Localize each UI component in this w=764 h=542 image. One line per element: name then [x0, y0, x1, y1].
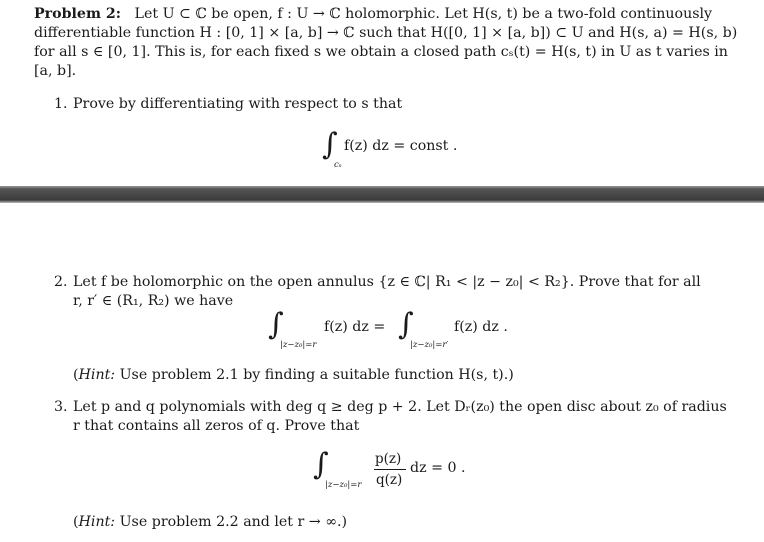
item-2-text-line-1: Let f be holomorphic on the open annulus {z ∈ ℂ| R₁ < |z − z₀| < R₂}. Prove that for all: [73, 274, 701, 290]
item-3-fraction-bar: [374, 469, 406, 470]
item-1-integral-sign: ∫: [322, 127, 338, 162]
item-2-integral-sign-1: ∫: [268, 307, 284, 342]
item-3-number: 3.: [54, 399, 68, 415]
item-2-hint-label: Hint:: [78, 367, 116, 383]
problem-heading: Problem 2:: [34, 6, 122, 22]
item-3-numerator: p(z): [375, 451, 402, 467]
item-1-number: 1.: [54, 96, 68, 112]
item-1-integral-subscript: cₛ: [334, 160, 342, 170]
item-3-integral-sign: ∫: [313, 447, 329, 482]
item-3-formula-tail: dz = 0 .: [410, 460, 466, 476]
item-3-integral-subscript: |z−z₀|=r: [325, 480, 362, 490]
item-1-formula-body: f(z) dz = const .: [344, 138, 458, 154]
problem-intro: [34, 5, 738, 81]
item-2-hint-text: Use problem 2.1 by finding a suitable function H(s, t).): [115, 367, 514, 383]
item-3-hint-text: Use problem 2.2 and let r → ∞.): [115, 514, 348, 530]
item-3-hint: [73, 513, 347, 532]
intro-line-1-text: Let U ⊂ ℂ be open, f : U → ℂ holomorphic. Let H(s, t) be a two-fold continuously: [134, 6, 713, 22]
page-separator: [0, 186, 764, 203]
item-2-hint: [73, 366, 514, 385]
item-2-hint-open: (: [73, 367, 79, 383]
item-1-text: Prove by differentiating with respect to s that: [73, 96, 403, 112]
item-2-integral-sign-2: ∫: [398, 307, 414, 342]
intro-line-2: differentiable function H : [0, 1] × [a, b] → ℂ such that H([0, 1] × [a, b]) ⊂ U and H(s, a) = H(s, b): [34, 25, 738, 41]
item-2-text-line-2: r, r′ ∈ (R₁, R₂) we have: [73, 293, 234, 309]
document-page-bottom: [0, 203, 764, 542]
item-3-hint-label: Hint:: [78, 514, 116, 530]
item-2-number: 2.: [54, 274, 68, 290]
item-3-denominator: q(z): [376, 472, 403, 488]
document-page-top: [0, 0, 764, 186]
item-2-formula-body-1: f(z) dz =: [324, 319, 386, 335]
item-2-formula-body-2: f(z) dz .: [454, 319, 508, 335]
intro-line-4: [a, b].: [34, 63, 77, 79]
item-2-integral-subscript-2: |z−z₀|=r′: [410, 340, 449, 350]
item-3-hint-open: (: [73, 514, 79, 530]
item-2-integral-subscript-1: |z−z₀|=r: [280, 340, 317, 350]
item-3-text-line-1: Let p and q polynomials with deg q ≥ deg p + 2. Let Dᵣ(z₀) the open disc about z₀ of radius: [73, 399, 727, 415]
intro-line-1: [34, 5, 734, 24]
item-3-text-line-2: r that contains all zeros of q. Prove that: [73, 418, 360, 434]
intro-line-3: for all s ∈ [0, 1]. This is, for each fixed s we obtain a closed path cₛ(t) = H(s, t) in U as t varies in: [34, 44, 728, 60]
